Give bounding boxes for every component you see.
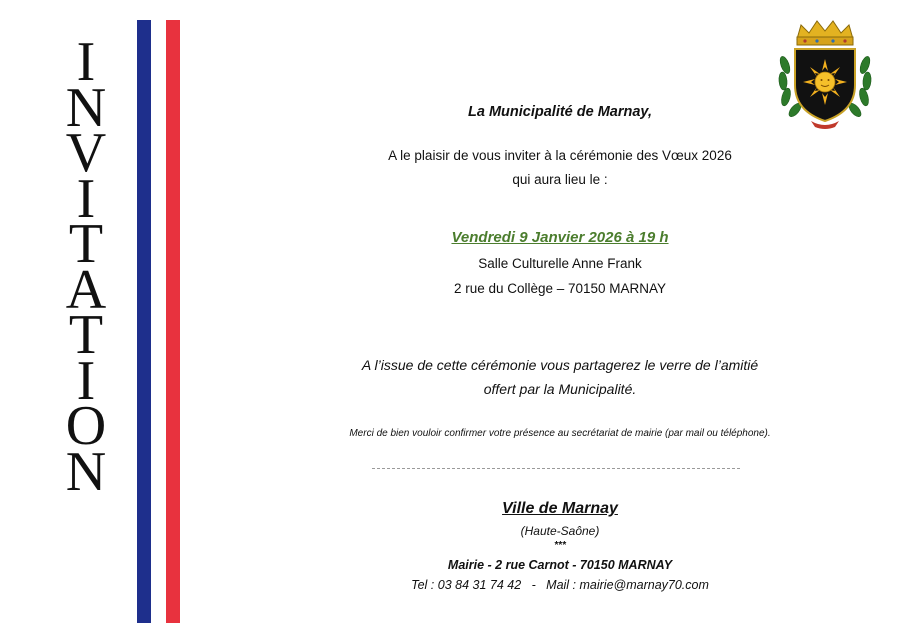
invitation-letter: N [65, 76, 107, 139]
footer-region: (Haute-Saône) [520, 524, 600, 538]
closing-line: offert par la Municipalité. [483, 381, 637, 397]
blue-stripe [137, 20, 151, 623]
red-stripe [166, 20, 180, 623]
invitation-letter: I [76, 167, 96, 230]
invitation-letter: I [76, 349, 96, 412]
invitation-letter: V [65, 122, 107, 184]
separator-line [372, 468, 740, 469]
invitation-letter: O [65, 395, 107, 457]
invitation-letter: T [68, 304, 104, 366]
invitation-letter: T [68, 213, 104, 275]
invitation-vertical-title [56, 31, 116, 503]
event-address: 2 rue du Collège – 70150 MARNAY [453, 281, 667, 296]
event-venue: Salle Culturelle Anne Frank [478, 256, 642, 271]
footer-stars: *** [554, 540, 566, 551]
closing-line: A l’issue de cette cérémonie vous partagerez le verre de l’amitié [361, 357, 759, 373]
invitation-letter: A [65, 258, 107, 321]
footer-mairie-address: Mairie - 2 rue Carnot - 70150 MARNAY [447, 558, 673, 572]
intro-line: qui aura lieu le : [512, 172, 608, 187]
intro-line: A le plaisir de vous inviter à la cérémonie des Vœux 2026 [388, 148, 732, 163]
invitation-letter: I [76, 31, 96, 93]
event-date: Vendredi 9 Janvier 2026 à 19 h [451, 229, 669, 246]
rsvp-note: Merci de bien vouloir confirmer votre présence au secrétariat de mairie (par mail ou téléphone). [349, 428, 771, 439]
heading-municipality: La Municipalité de Marnay, [468, 104, 652, 120]
footer-town: Ville de Marnay [502, 500, 618, 517]
footer-contact: Tel : 03 84 31 74 42 - Mail : mairie@marnay70.com [411, 578, 709, 592]
invitation-letter: N [65, 440, 107, 503]
